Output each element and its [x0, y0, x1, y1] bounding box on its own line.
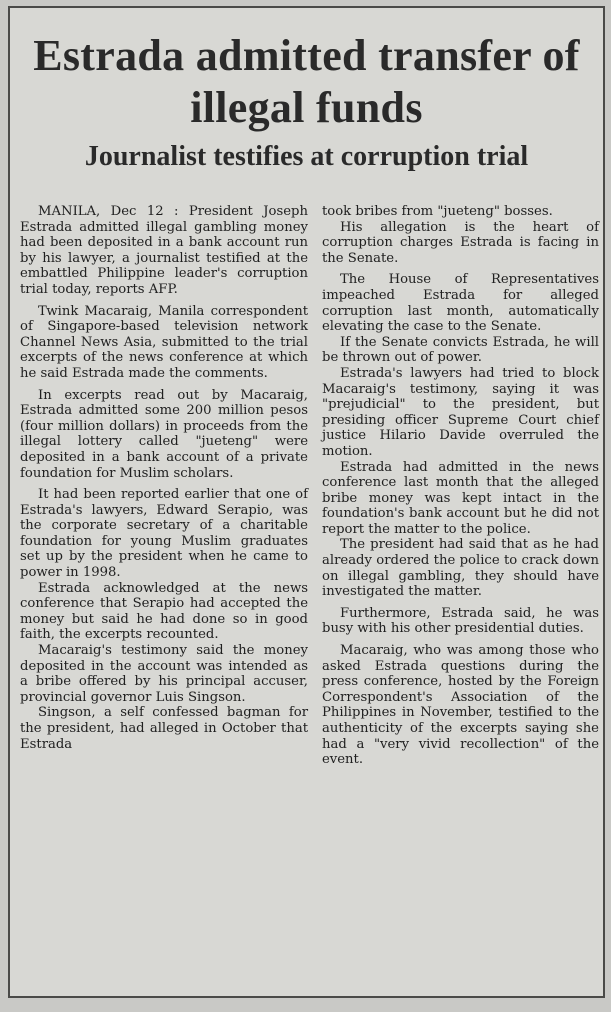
newspaper-clipping [8, 6, 605, 998]
left-column [20, 204, 308, 752]
right-column [322, 204, 599, 768]
paragraph: Estrada's lawyers had tried to block Macaraig's testimony, saying it was "prejudicial" to the president, but presiding officer Supreme Court chief justice Hilario Davide overruled the motion. [322, 365, 599, 459]
paragraph: Twink Macaraig, Manila correspondent of Singapore-based television network Channel News Asia, submitted to the trial excerpts of the news conference at which he said Estrada made the comments. [20, 303, 308, 381]
paragraph: Furthermore, Estrada said, he was busy with his other presidential duties. [322, 605, 599, 637]
paragraph: Macaraig's testimony said the money deposited in the account was intended as a bribe offered by his principal accuser, provincial governor Luis Singson. [20, 643, 308, 705]
paragraph: Estrada acknowledged at the news conference that Serapio had accepted the money but said he had done so in good faith, the excerpts recounted. [20, 580, 308, 643]
paragraph: Estrada had admitted in the news conference last month that the alleged bribe money was kept intact in the foundation's bank account but he did not report the matter to the police. [322, 459, 599, 537]
paragraph: In excerpts read out by Macaraig, Estrada admitted some 200 million pesos (four million dollars) in proceeds from the illegal lottery called "jueteng" were deposited in a bank account of a private foundation for Muslim scholars. [20, 387, 308, 481]
headline: Estrada admitted transfer of illegal funds [33, 31, 580, 132]
subheadline: Journalist testifies at corruption trial [84, 141, 529, 172]
paragraph: Singson, a self confessed bagman for the president, had alleged in October that Estrada [20, 705, 308, 752]
paragraph: The House of Representatives impeached Estrada for alleged corruption last month, automatically elevating the case to the Senate. [322, 272, 599, 335]
paragraph: The president had said that as he had already ordered the police to crack down on illegal gambling, they should have investigated the matter. [322, 537, 599, 600]
article-body [10, 204, 603, 992]
paragraph: It had been reported earlier that one of Estrada's lawyers, Edward Serapio, was the corporate secretary of a charitable foundation for young Muslim graduates set up by the president when he came to power in 1998. [20, 487, 308, 581]
paragraph: If the Senate convicts Estrada, he will be thrown out of power. [322, 334, 599, 366]
paragraph: MANILA, Dec 12 : President Joseph Estrada admitted illegal gambling money had been deposited in a bank account run by his lawyer, a journalist testified at the embattled Philippine leader's corruption trial today, reports AFP. [20, 204, 308, 297]
paragraph: His allegation is the heart of corruption charges Estrada is facing in the Senate. [322, 219, 599, 266]
paragraph: Macaraig, who was among those who asked Estrada questions during the press conference, hosted by the Foreign Correspondent's Association of the Philippines in November, testified to the authenticity of the excerpts saying she had a "very vivid recollection" of the event. [322, 643, 599, 768]
paragraph: took bribes from "jueteng" bosses. [322, 204, 553, 219]
